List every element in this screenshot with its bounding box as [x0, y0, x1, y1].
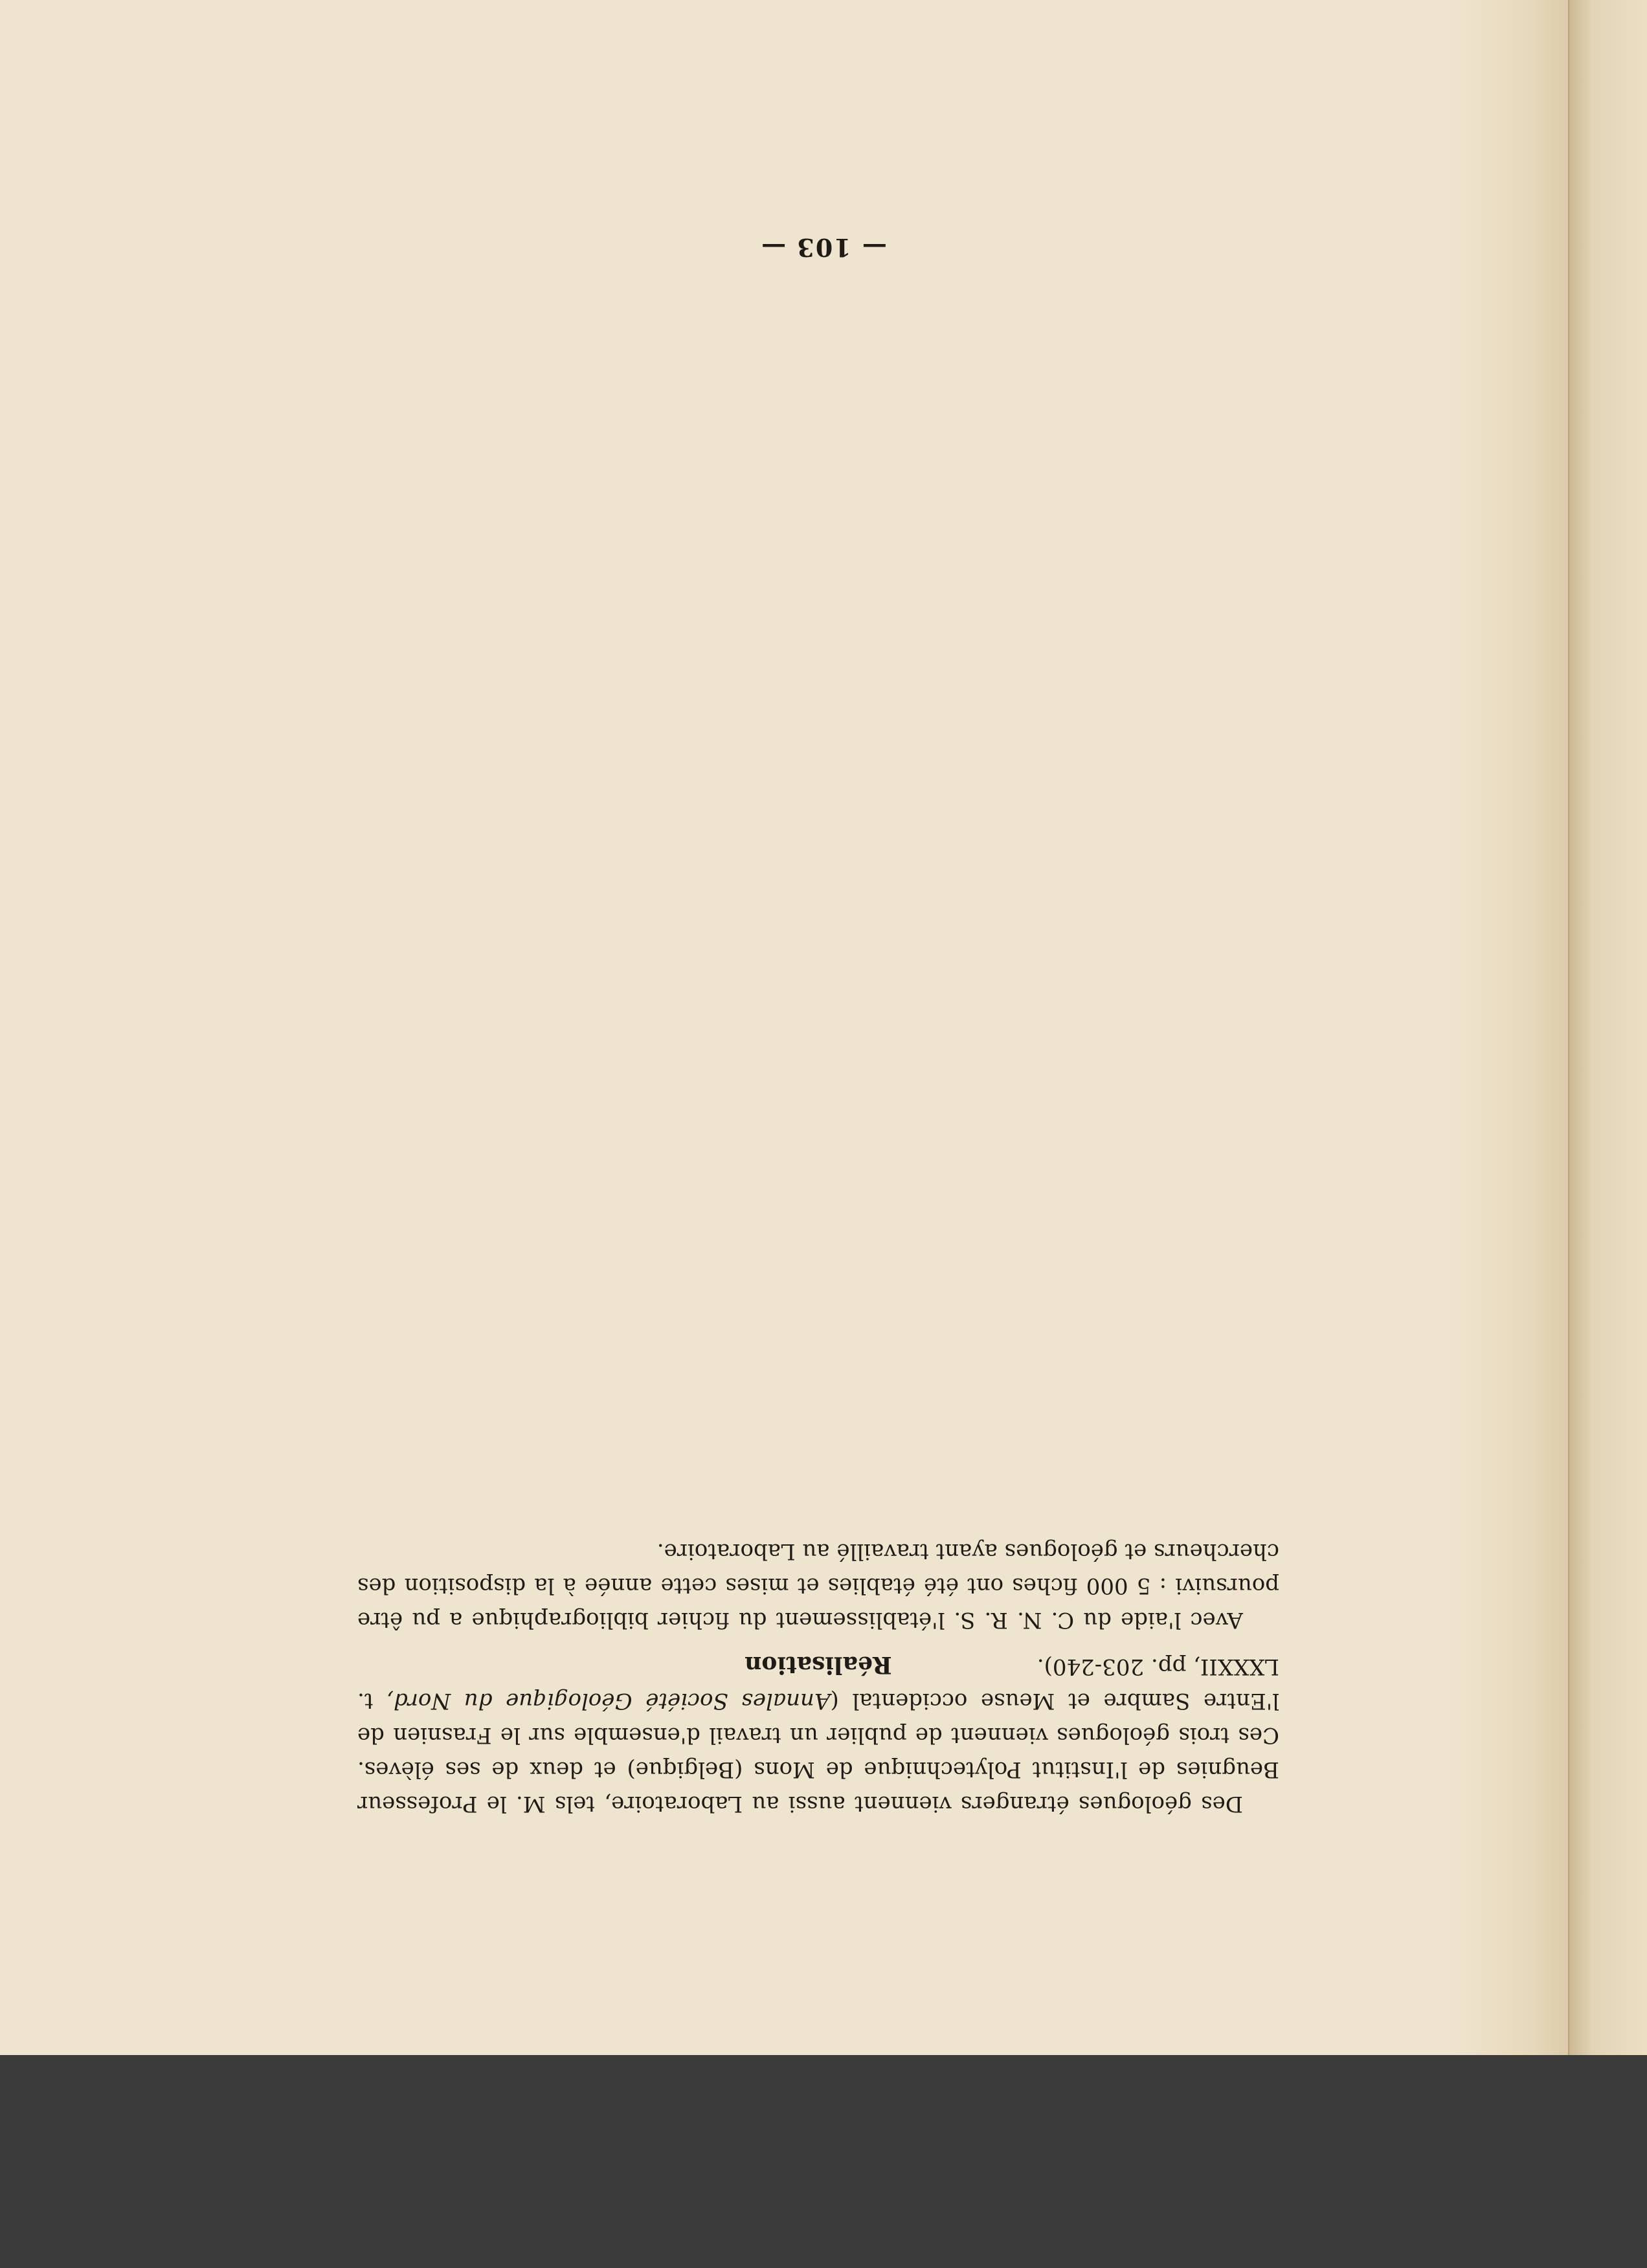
paragraph-1-reference: t. LXXXII, pp. 203-240).	[357, 1654, 1279, 1714]
page-number: — 103 —	[760, 233, 887, 262]
paragraph-bibliographic-file: Avec l'aide du C. N. R. S. l'établissement du fichier bibliographique a pu être poursuivi : 5 000 fiches ont été établies et mises cette année à la disposition des chercheurs et géologues ayant travaillé au Laboratoire.	[357, 1539, 1279, 1633]
scanner-background	[0, 2055, 1647, 2268]
section-heading: Réalisation	[745, 1651, 892, 1678]
journal-title: Annales Société Géologique du Nord,	[387, 1688, 831, 1714]
paragraph-1-text: Des géologues étrangers viennent aussi au Laboratoire, tels M. le Professeur Beugnies de l'Institut Polytechnique de Mons (Belgique) et deux de ses élèves. Ces trois géologues viennent de publier un travail d'ensemble sur le Frasnien de l'Entre Sambre et Meuse occidental (	[357, 1688, 1279, 1817]
